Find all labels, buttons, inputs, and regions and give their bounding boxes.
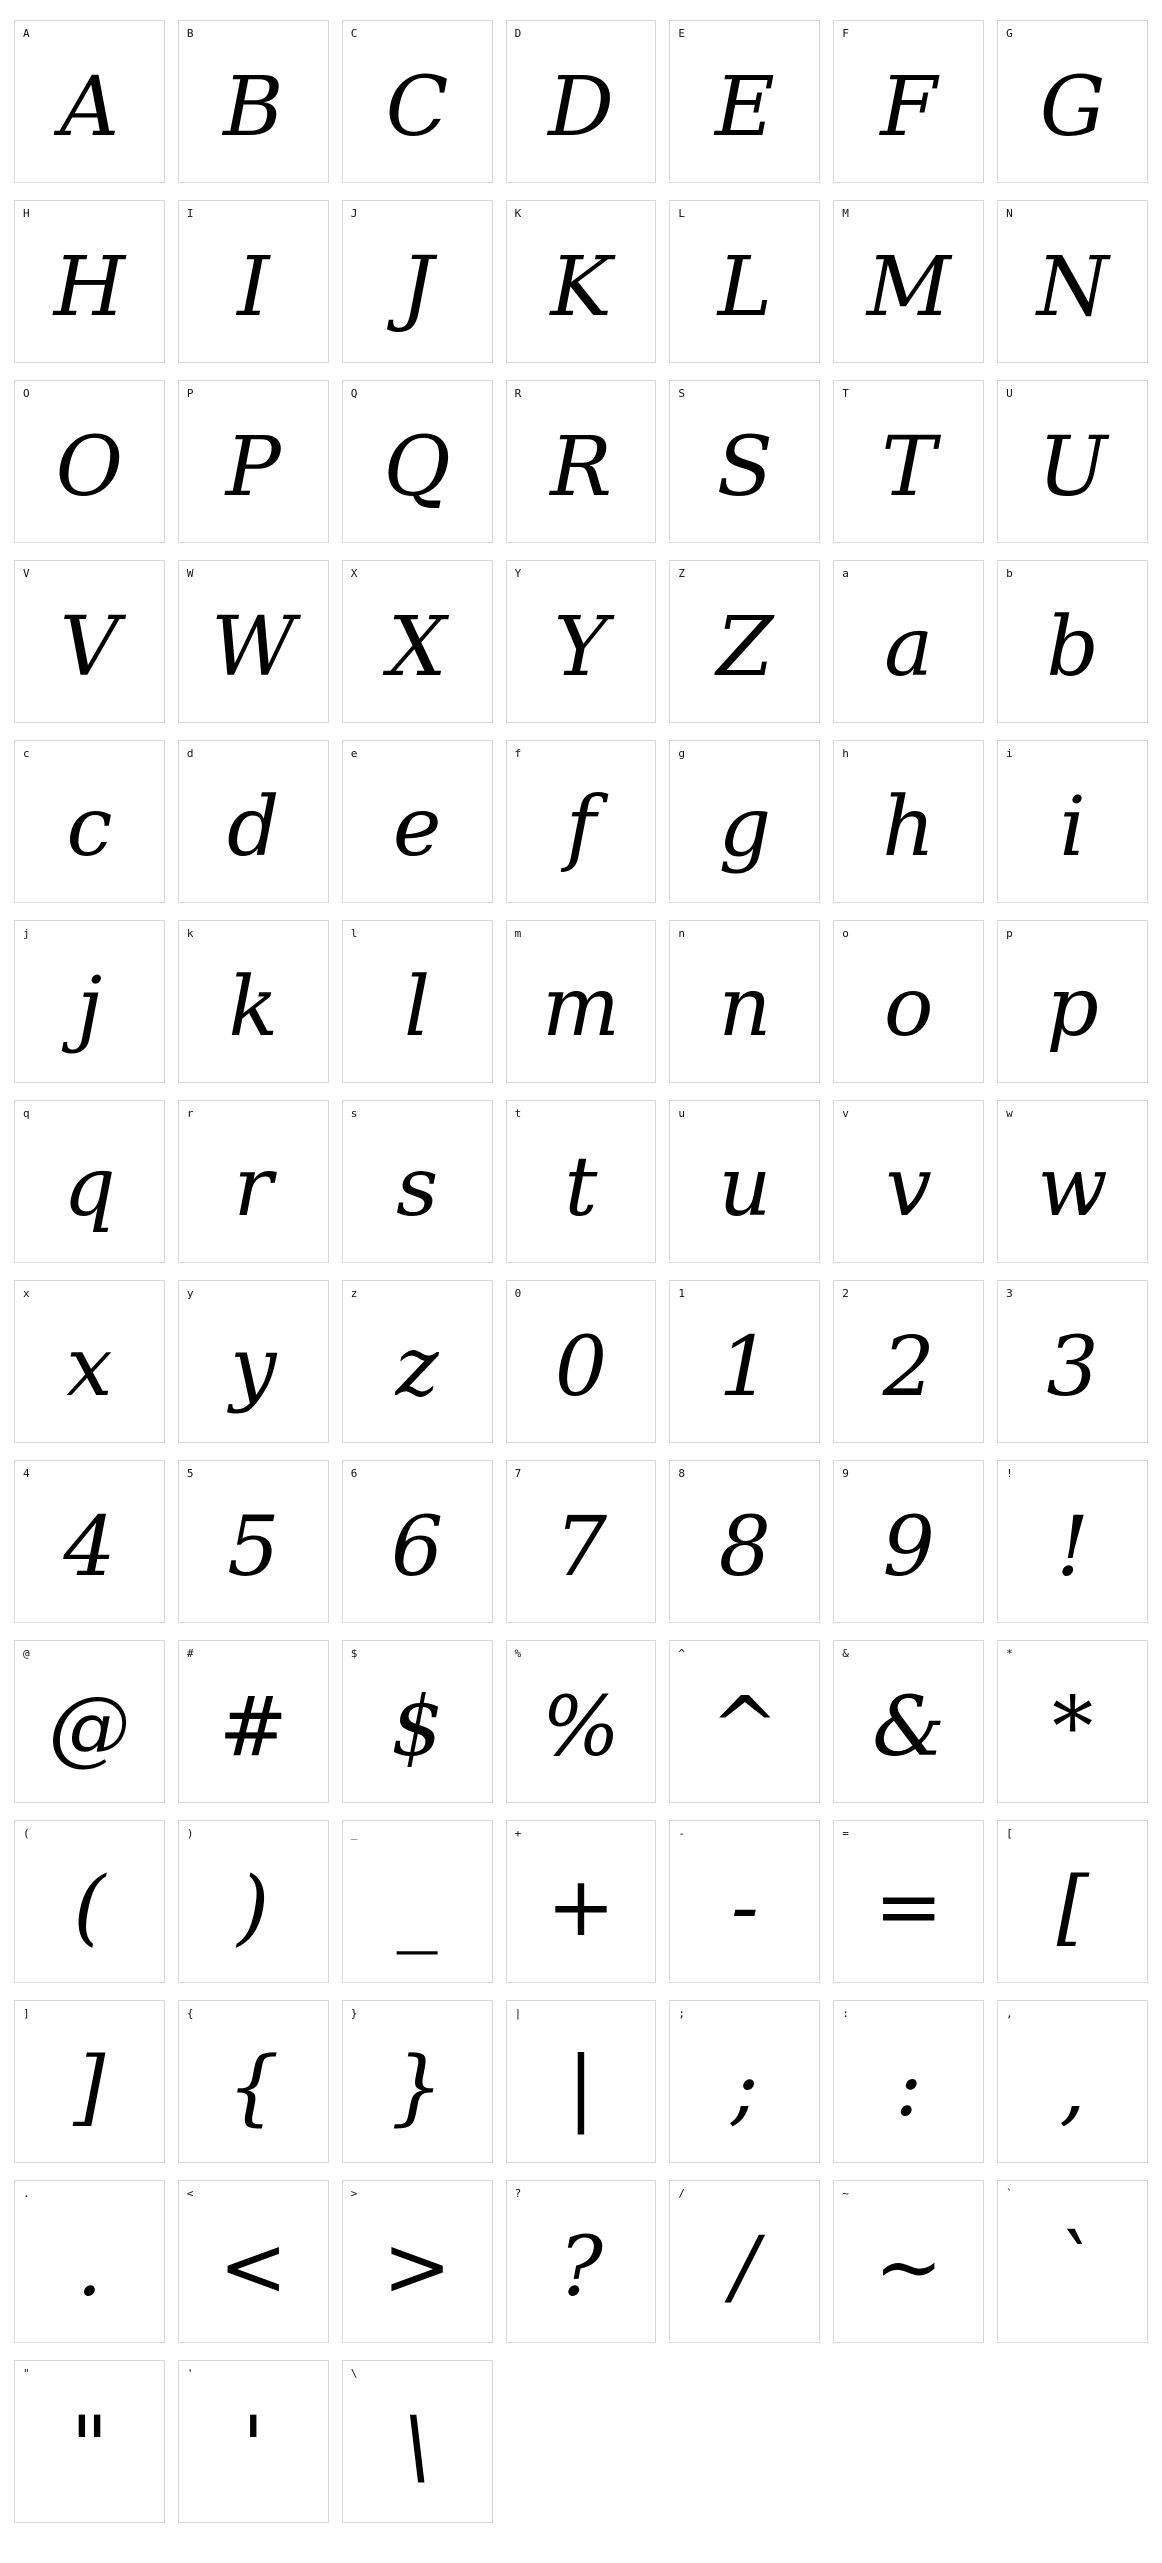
glyph-cell (178, 1820, 329, 1983)
glyph-code-label: W (186, 567, 194, 580)
glyph-preview: f (565, 780, 597, 875)
glyph-code-label: D (514, 27, 522, 40)
glyph-code-label: A (23, 27, 30, 40)
glyph-preview: / (731, 2220, 759, 2315)
glyph-code-label: o (842, 927, 849, 940)
glyph-code-label: } (350, 2007, 358, 2020)
glyph-preview: Z (716, 600, 774, 695)
glyph-code-label: < (186, 2187, 194, 2200)
glyph-preview: < (218, 2220, 288, 2315)
glyph-code-label: P (186, 387, 194, 400)
glyph-preview: G (1039, 60, 1106, 155)
glyph-code-label: ? (514, 2187, 522, 2200)
glyph-preview: 7 (554, 1500, 608, 1595)
glyph-code-label: | (514, 2007, 522, 2020)
glyph-preview: 6 (391, 1500, 444, 1595)
glyph-cell (178, 1460, 329, 1623)
glyph-code-label: X (350, 567, 358, 580)
glyph-code-label: j (23, 927, 30, 940)
glyph-preview: ? (559, 2220, 603, 2315)
glyph-code-label: , (1006, 2007, 1013, 2020)
glyph-code-label: l (350, 927, 358, 940)
glyph-code-label: C (350, 27, 358, 40)
glyph-code-label: I (186, 207, 194, 220)
glyph-cell (506, 200, 657, 363)
glyph-code-label: h (842, 747, 849, 760)
glyph-cell (342, 380, 493, 543)
glyph-code-label: V (23, 567, 30, 580)
glyph-cell (997, 2180, 1148, 2343)
glyph-code-label: = (842, 1827, 849, 1840)
glyph-cell (178, 2000, 329, 2163)
glyph-preview: 5 (227, 1500, 280, 1595)
glyph-preview: l (404, 960, 431, 1055)
glyph-code-label: s (350, 1107, 358, 1120)
glyph-preview: J (400, 240, 434, 335)
glyph-cell (14, 560, 165, 723)
glyph-cell (506, 380, 657, 543)
glyph-preview: C (385, 60, 449, 155)
glyph-code-label: : (842, 2007, 849, 2020)
glyph-cell (14, 380, 165, 543)
glyph-code-label: O (23, 387, 30, 400)
glyph-code-label: $ (350, 1647, 358, 1660)
glyph-code-label: i (1006, 747, 1013, 760)
glyph-preview: L (717, 240, 773, 335)
glyph-preview: ` (1052, 2220, 1094, 2315)
glyph-preview: S (716, 420, 773, 515)
glyph-preview: j (76, 960, 103, 1055)
glyph-preview: 9 (882, 1500, 935, 1595)
glyph-cell (669, 200, 820, 363)
glyph-cell (342, 200, 493, 363)
glyph-preview: v (885, 1140, 932, 1235)
glyph-code-label: N (1006, 207, 1013, 220)
glyph-cell (506, 920, 657, 1083)
glyph-preview: P (225, 420, 281, 515)
glyph-cell (669, 1820, 820, 1983)
glyph-code-label: ` (1006, 2187, 1013, 2200)
glyph-cell (833, 560, 984, 723)
glyph-code-label: ] (23, 2007, 30, 2020)
glyph-cell (14, 740, 165, 903)
glyph-preview: 8 (718, 1500, 771, 1595)
glyph-cell (14, 1460, 165, 1623)
glyph-cell (997, 2000, 1148, 2163)
glyph-preview: 4 (63, 1500, 116, 1595)
glyph-cell (506, 2180, 657, 2343)
glyph-code-label: \ (350, 2367, 358, 2380)
glyph-code-label: v (842, 1107, 849, 1120)
glyph-code-label: T (842, 387, 849, 400)
glyph-cell (14, 2180, 165, 2343)
glyph-preview: H (53, 240, 126, 335)
glyph-code-label: Z (678, 567, 686, 580)
glyph-cell (997, 1280, 1148, 1443)
glyph-code-label: r (186, 1107, 194, 1120)
glyph-preview: Y (553, 600, 609, 695)
glyph-code-label: m (514, 927, 522, 940)
glyph-cell (997, 380, 1148, 543)
glyph-code-label: ( (23, 1827, 30, 1840)
glyph-code-label: { (186, 2007, 194, 2020)
glyph-cell (342, 740, 493, 903)
glyph-cell (997, 1460, 1148, 1623)
glyph-preview: W (211, 600, 296, 695)
glyph-code-label: ~ (842, 2187, 849, 2200)
glyph-cell (14, 2360, 165, 2523)
glyph-code-label: M (842, 207, 849, 220)
glyph-code-label: y (186, 1287, 194, 1300)
glyph-cell (833, 2000, 984, 2163)
glyph-code-label: ' (186, 2367, 194, 2380)
glyph-cell (669, 560, 820, 723)
glyph-preview: D (548, 60, 614, 155)
glyph-code-label: ^ (678, 1647, 686, 1660)
glyph-preview: \ (403, 2400, 431, 2495)
glyph-code-label: F (842, 27, 849, 40)
glyph-cell (506, 20, 657, 183)
glyph-preview: U (1038, 420, 1108, 515)
glyph-code-label: f (514, 747, 522, 760)
glyph-cell (997, 200, 1148, 363)
glyph-cell (833, 1460, 984, 1623)
glyph-preview: r (233, 1140, 273, 1235)
glyph-cell (342, 1280, 493, 1443)
glyph-preview: T (881, 420, 937, 515)
glyph-cell (997, 740, 1148, 903)
glyph-preview: p (1046, 960, 1099, 1055)
glyph-cell (178, 2360, 329, 2523)
glyph-cell (14, 200, 165, 363)
glyph-code-label: e (350, 747, 358, 760)
glyph-preview: : (894, 2040, 923, 2135)
glyph-preview: k (228, 960, 279, 1055)
glyph-code-label: ) (186, 1827, 194, 1840)
glyph-code-label: Q (350, 387, 358, 400)
glyph-preview: & (872, 1680, 946, 1775)
glyph-cell (833, 1280, 984, 1443)
glyph-cell (178, 740, 329, 903)
glyph-preview: K (550, 240, 612, 335)
glyph-cell (669, 2000, 820, 2163)
glyph-cell (669, 1100, 820, 1263)
glyph-preview: * (1052, 1680, 1094, 1775)
glyph-cell (14, 1820, 165, 1983)
glyph-cell (342, 2000, 493, 2163)
glyph-code-label: d (186, 747, 194, 760)
glyph-preview: - (730, 1860, 759, 1955)
glyph-preview: V (59, 600, 120, 695)
glyph-cell (833, 2180, 984, 2343)
glyph-preview: # (218, 1680, 288, 1775)
glyph-preview: 1 (718, 1320, 771, 1415)
glyph-code-label: & (842, 1647, 849, 1660)
glyph-preview: u (718, 1140, 772, 1235)
glyph-code-label: u (678, 1107, 686, 1120)
glyph-code-label: Y (514, 567, 522, 580)
glyph-code-label: # (186, 1647, 194, 1660)
glyph-preview: . (76, 2220, 103, 2315)
glyph-cell (669, 20, 820, 183)
glyph-cell (178, 1100, 329, 1263)
glyph-code-label: . (23, 2187, 30, 2200)
glyph-cell (833, 1100, 984, 1263)
glyph-preview: c (66, 780, 113, 875)
glyph-code-label: R (514, 387, 522, 400)
glyph-code-label: b (1006, 567, 1013, 580)
glyph-cell (833, 380, 984, 543)
glyph-cell (14, 20, 165, 183)
glyph-cell (178, 380, 329, 543)
glyph-code-label: G (1006, 27, 1013, 40)
glyph-cell (833, 740, 984, 903)
glyph-preview: x (66, 1320, 113, 1415)
glyph-preview: M (866, 240, 951, 335)
glyph-code-label: S (678, 387, 686, 400)
glyph-code-label: [ (1006, 1827, 1013, 1840)
glyph-preview: E (714, 60, 775, 155)
glyph-code-label: x (23, 1287, 30, 1300)
glyph-preview: b (1046, 600, 1099, 695)
glyph-preview: g (718, 780, 772, 875)
glyph-cell (997, 1640, 1148, 1803)
glyph-preview: q (63, 1140, 116, 1235)
glyph-preview: _ (396, 1860, 438, 1955)
glyph-cell (997, 1100, 1148, 1263)
glyph-preview: O (55, 420, 124, 515)
glyph-preview: 2 (882, 1320, 935, 1415)
glyph-cell (997, 20, 1148, 183)
glyph-cell (669, 1460, 820, 1623)
glyph-code-label: J (350, 207, 358, 220)
glyph-preview: R (550, 420, 612, 515)
glyph-cell (342, 20, 493, 183)
glyph-cell (178, 2180, 329, 2343)
glyph-cell (178, 200, 329, 363)
glyph-preview: } (391, 2040, 444, 2135)
glyph-cell (669, 380, 820, 543)
glyph-code-label: _ (350, 1827, 358, 1840)
glyph-preview: = (874, 1860, 944, 1955)
glyph-cell (342, 1100, 493, 1263)
glyph-preview: + (546, 1860, 616, 1955)
glyph-cell (669, 740, 820, 903)
glyph-code-label: 7 (514, 1467, 522, 1480)
glyph-code-label: 6 (350, 1467, 358, 1480)
glyph-cell (14, 2000, 165, 2163)
glyph-code-label: - (678, 1827, 686, 1840)
glyph-preview: , (1059, 2040, 1086, 2135)
glyph-cell (178, 20, 329, 183)
glyph-code-label: % (514, 1647, 522, 1660)
glyph-code-label: 3 (1006, 1287, 1013, 1300)
glyph-preview: ] (73, 2040, 106, 2135)
glyph-cell (506, 1460, 657, 1623)
glyph-code-label: t (514, 1107, 522, 1120)
glyph-preview: ' (242, 2400, 265, 2495)
glyph-code-label: 8 (678, 1467, 686, 1480)
glyph-preview: s (396, 1140, 439, 1235)
glyph-cell (342, 1460, 493, 1623)
glyph-preview: ^ (710, 1680, 780, 1775)
glyph-preview: 0 (554, 1320, 608, 1415)
glyph-preview: > (382, 2220, 452, 2315)
glyph-code-label: B (186, 27, 194, 40)
glyph-code-label: + (514, 1827, 522, 1840)
glyph-code-label: @ (23, 1647, 30, 1660)
glyph-preview: " (70, 2400, 109, 2495)
glyph-preview: y (230, 1320, 277, 1415)
glyph-preview: ) (237, 1860, 270, 1955)
glyph-code-label: " (23, 2367, 30, 2380)
glyph-code-label: q (23, 1107, 30, 1120)
glyph-code-label: L (678, 207, 686, 220)
glyph-cell (833, 200, 984, 363)
glyph-cell (14, 1640, 165, 1803)
glyph-preview: N (1036, 240, 1109, 335)
glyph-code-label: a (842, 567, 849, 580)
glyph-code-label: k (186, 927, 194, 940)
glyph-cell (178, 560, 329, 723)
glyph-cell (506, 740, 657, 903)
glyph-code-label: > (350, 2187, 358, 2200)
glyph-preview: | (567, 2040, 595, 2135)
glyph-cell (506, 560, 657, 723)
glyph-preview: o (884, 960, 934, 1055)
glyph-cell (669, 2180, 820, 2343)
glyph-preview: a (884, 600, 934, 695)
glyph-preview: z (395, 1320, 439, 1415)
glyph-preview: { (227, 2040, 280, 2135)
glyph-cell (342, 2180, 493, 2343)
glyph-code-label: H (23, 207, 30, 220)
glyph-cell (506, 1280, 657, 1443)
glyph-cell (506, 1100, 657, 1263)
glyph-cell (833, 920, 984, 1083)
glyph-preview: @ (48, 1680, 131, 1775)
glyph-cell (669, 1280, 820, 1443)
glyph-code-label: g (678, 747, 686, 760)
glyph-cell (669, 1640, 820, 1803)
glyph-code-label: z (350, 1287, 358, 1300)
glyph-cell (997, 1820, 1148, 1983)
glyph-code-label: 9 (842, 1467, 849, 1480)
glyph-preview: d (227, 780, 280, 875)
glyph-preview: w (1037, 1140, 1108, 1235)
glyph-code-label: ! (1006, 1467, 1013, 1480)
glyph-preview: ! (1056, 1500, 1090, 1595)
glyph-preview: % (542, 1680, 620, 1775)
glyph-code-label: p (1006, 927, 1013, 940)
glyph-preview: t (564, 1140, 598, 1235)
glyph-preview: e (392, 780, 442, 875)
glyph-cell (178, 1640, 329, 1803)
glyph-cell (178, 920, 329, 1083)
glyph-preview: m (542, 960, 620, 1055)
glyph-cell (14, 920, 165, 1083)
glyph-code-label: n (678, 927, 686, 940)
glyph-preview: F (880, 60, 938, 155)
glyph-code-label: / (678, 2187, 686, 2200)
glyph-preview: ( (73, 1860, 106, 1955)
glyph-code-label: 0 (514, 1287, 522, 1300)
glyph-preview: B (223, 60, 284, 155)
glyph-cell (997, 560, 1148, 723)
glyph-cell (342, 920, 493, 1083)
glyph-preview: 3 (1046, 1320, 1099, 1415)
glyph-cell (14, 1280, 165, 1443)
glyph-cell (833, 1820, 984, 1983)
glyph-cell (178, 1280, 329, 1443)
glyph-preview: Q (383, 420, 451, 515)
glyph-preview: ; (731, 2040, 759, 2135)
glyph-preview: n (718, 960, 772, 1055)
glyph-preview: I (237, 240, 270, 335)
glyph-code-label: E (678, 27, 686, 40)
glyph-preview: ~ (874, 2220, 944, 2315)
glyph-cell (833, 1640, 984, 1803)
glyph-cell (669, 920, 820, 1083)
glyph-cell (14, 1100, 165, 1263)
glyph-cell (506, 2000, 657, 2163)
glyph-cell (342, 1820, 493, 1983)
glyph-preview: $ (391, 1680, 444, 1775)
glyph-preview: X (387, 600, 447, 695)
glyph-code-label: 2 (842, 1287, 849, 1300)
glyph-code-label: * (1006, 1647, 1013, 1660)
glyph-code-label: K (514, 207, 522, 220)
glyph-code-label: c (23, 747, 30, 760)
glyph-code-label: w (1006, 1107, 1013, 1120)
glyph-cell (506, 1820, 657, 1983)
glyph-preview: h (882, 780, 936, 875)
glyph-cell (833, 20, 984, 183)
glyph-cell (506, 1640, 657, 1803)
glyph-code-label: 5 (186, 1467, 194, 1480)
glyph-preview: [ (1056, 1860, 1089, 1955)
glyph-code-label: 1 (678, 1287, 686, 1300)
glyph-code-label: U (1006, 387, 1013, 400)
glyph-cell (997, 920, 1148, 1083)
glyph-code-label: ; (678, 2007, 686, 2020)
glyph-preview: i (1059, 780, 1086, 875)
glyph-cell (342, 1640, 493, 1803)
glyph-cell (342, 560, 493, 723)
glyph-cell (342, 2360, 493, 2523)
glyph-code-label: 4 (23, 1467, 30, 1480)
glyph-preview: A (59, 60, 120, 155)
